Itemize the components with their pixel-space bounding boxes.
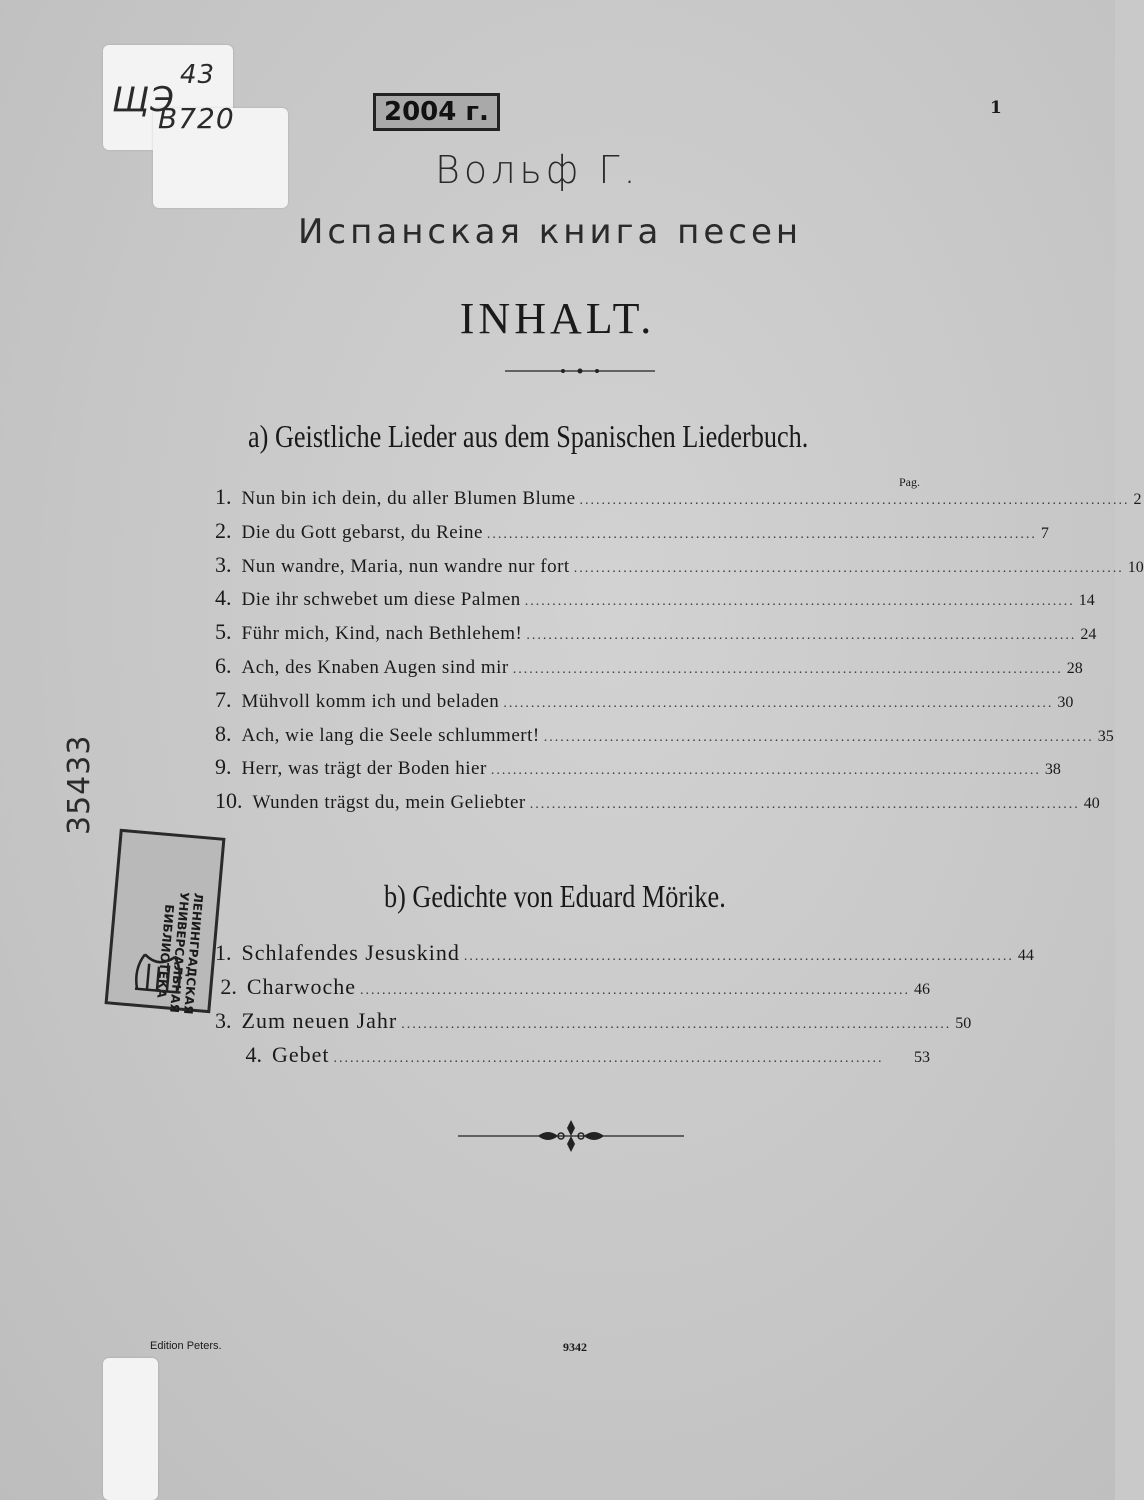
toc-page-number: 2: [1133, 491, 1142, 508]
toc-page-number: 40: [1083, 795, 1100, 813]
toc-page-number: 50: [955, 1015, 972, 1032]
section-heading-b: b) Gedichte von Eduard Mörike.: [384, 878, 726, 914]
toc-page-number: 38: [1044, 761, 1061, 779]
toc-number: 3.: [215, 1008, 232, 1033]
toc-title: Gebet: [272, 1042, 330, 1067]
toc-page-number: 53: [914, 1049, 930, 1066]
toc-row: [215, 619, 1097, 649]
toc-number: 2.: [215, 517, 232, 543]
plate-number: 9342: [563, 1340, 587, 1354]
toc-row: [215, 653, 1083, 683]
toc-number: 4.: [215, 585, 232, 611]
toc-row: [215, 720, 1114, 751]
toc-title: Ach, des Knaben Augen sind mir: [241, 657, 509, 678]
toc-row: [215, 1008, 972, 1038]
toc-number: 2.: [220, 974, 237, 999]
handwritten-shelfmark: ЩЭ: [112, 80, 175, 120]
toc-number: 10.: [215, 788, 243, 814]
toc-page-number: 28: [1066, 660, 1083, 677]
toc-title: Herr, was trägt der Boden hier: [241, 758, 487, 780]
library-stamp-text: ЛЕНИНГРАДСКАЯ УНИВЕРСАЛЬНАЯ БИБЛИОТЕКА: [154, 891, 206, 1015]
toc-dot-leader: ....................................................................................................: [526, 628, 1077, 644]
lyre-icon: [127, 948, 191, 998]
toc-row: [215, 686, 1074, 717]
toc-title: Schlafendes Jesuskind: [241, 940, 460, 965]
toc-dot-leader: ....................................................................................................: [524, 594, 1075, 610]
toc-title: Zum neuen Jahr: [241, 1008, 398, 1033]
toc-dot-leader: ....................................................................................................: [401, 1017, 952, 1032]
toc-row: [215, 788, 1100, 818]
toc-dot-leader: ....................................................................................................: [490, 763, 1041, 779]
toc-title: Wunden trägst du, mein Geliebter: [252, 792, 526, 814]
toc-page-number: 24: [1080, 626, 1097, 644]
section-heading-a: a) Geistliche Lieder aus dem Spanischen Liederbuch.: [248, 418, 809, 454]
toc-row: [215, 974, 930, 1004]
publisher-imprint: Edition Peters.: [150, 1340, 222, 1352]
toc-row: [215, 484, 1142, 514]
handwritten-shelfmark-code: B720: [158, 102, 235, 135]
paper-sticker-bottom-left: [103, 1358, 158, 1500]
toc-dot-leader: ....................................................................................................: [512, 662, 1063, 677]
toc-row: [215, 1042, 930, 1072]
toc-row: [215, 585, 1095, 615]
toc-number: 1.: [215, 484, 232, 509]
divider-ornament-bottom: [458, 1116, 684, 1156]
toc-title: Führ mich, Kind, nach Bethlehem!: [241, 623, 523, 645]
toc-dot-leader: ....................................................................................................: [543, 729, 1094, 745]
toc-title: Nun bin ich dein, du aller Blumen Blume: [241, 488, 576, 509]
toc-page-number: 35: [1097, 727, 1114, 745]
toc-dot-leader: ....................................................................................................: [463, 949, 1014, 964]
toc-title: Ach, wie lang die Seele schlummert!: [241, 724, 540, 746]
toc-row: [215, 940, 1034, 970]
year-stamp: 2004 г.: [373, 93, 500, 131]
toc-row: [215, 551, 1144, 582]
toc-page-number: 7: [1040, 524, 1049, 542]
toc-title: Die du Gott gebarst, du Reine: [241, 521, 483, 543]
toc-title: Charwoche: [246, 974, 356, 999]
toc-page-number: 46: [914, 981, 930, 998]
toc-number: 5.: [215, 619, 232, 645]
handwritten-side-number: 35433: [62, 734, 97, 835]
page-number: 1: [990, 98, 1002, 118]
toc-number: 4.: [245, 1042, 262, 1067]
toc-dot-leader: ....................................................................................................: [486, 526, 1037, 542]
toc-dot-leader: ....................................................................................................: [573, 560, 1124, 576]
toc-row: [215, 754, 1061, 784]
toc-title: Nun wandre, Maria, nun wandre nur fort: [241, 555, 570, 577]
handwritten-author: Вольф Г.: [435, 148, 640, 192]
toc-row: [215, 517, 1049, 548]
toc-number: 9.: [215, 754, 232, 780]
toc-page-number: 14: [1078, 592, 1095, 610]
toc-page-number: 10: [1127, 558, 1144, 576]
toc-dot-leader: ....................................................................................................: [503, 695, 1054, 711]
library-stamp: [105, 829, 226, 1014]
divider-ornament-top: [505, 364, 655, 378]
page-column-label: Pag.: [899, 475, 920, 489]
toc-dot-leader: ....................................................................................................: [360, 983, 910, 998]
toc-page-number: 30: [1057, 693, 1074, 711]
toc-title: Die ihr schwebet um diese Palmen: [241, 589, 521, 611]
toc-number: 6.: [215, 653, 232, 678]
handwritten-title: Испанская книга песен: [298, 212, 803, 252]
page-title: INHALT.: [459, 294, 656, 343]
toc-number: 1.: [215, 940, 232, 965]
toc-dot-leader: ....................................................................................................: [579, 493, 1130, 508]
handwritten-shelfmark-number: 43: [180, 60, 216, 90]
toc-title: Mühvoll komm ich und beladen: [241, 690, 500, 712]
toc-page-number: 44: [1017, 947, 1034, 964]
toc-dot-leader: ....................................................................................................: [333, 1051, 884, 1066]
toc-number: 8.: [215, 720, 232, 746]
toc-number: 3.: [215, 551, 232, 577]
toc-number: 7.: [215, 686, 232, 712]
toc-dot-leader: ....................................................................................................: [529, 797, 1080, 813]
